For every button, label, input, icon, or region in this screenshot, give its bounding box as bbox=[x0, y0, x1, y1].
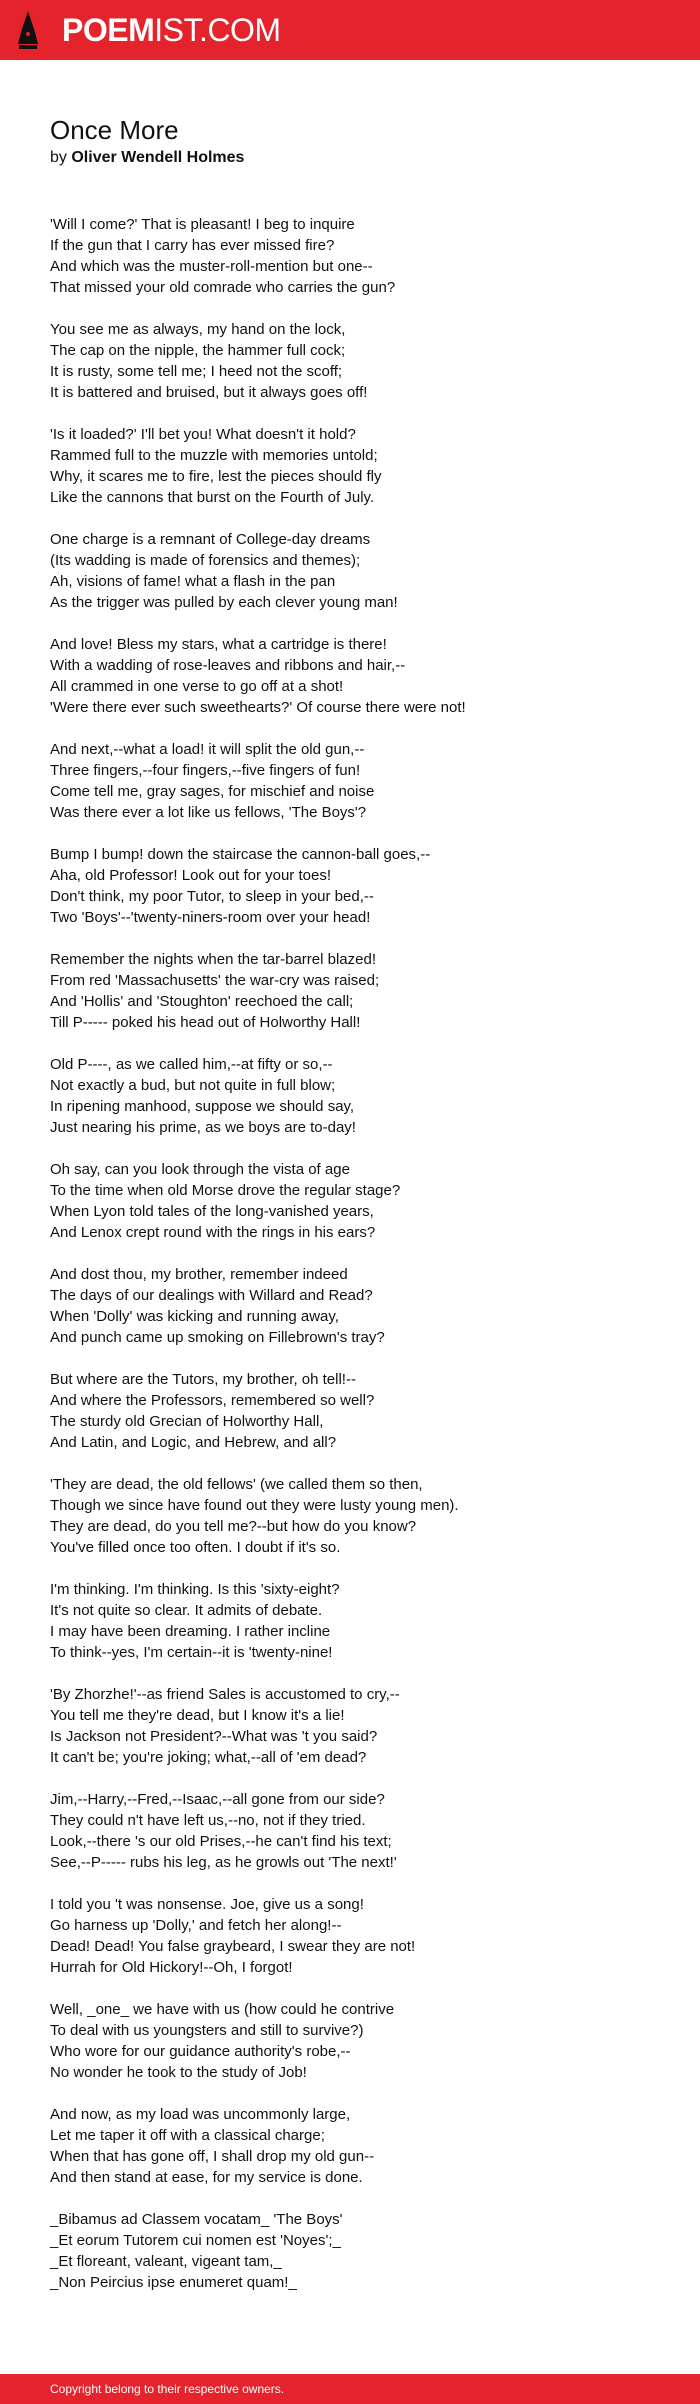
logo-light-text: IST.COM bbox=[154, 12, 281, 48]
poem-line: To the time when old Morse drove the regular stage? bbox=[50, 1182, 401, 1199]
poem-line: Jim,--Harry,--Fred,--Isaac,--all gone from our side? bbox=[50, 1791, 385, 1808]
poem-line: They could n't have left us,--no, not if they tried. bbox=[50, 1812, 366, 1829]
poem-line: _Et eorum Tutorem cui nomen est 'Noyes';_ bbox=[50, 2232, 341, 2249]
byline-prefix: by bbox=[50, 149, 67, 166]
poem-line: Don't think, my poor Tutor, to sleep in your bed,-- bbox=[50, 888, 374, 905]
poem-line: It is battered and bruised, but it always goes off! bbox=[50, 384, 368, 401]
poem-stanza bbox=[50, 1264, 670, 1348]
poem-line: When Lyon told tales of the long-vanished years, bbox=[50, 1203, 374, 1220]
poem-line: Come tell me, gray sages, for mischief and noise bbox=[50, 783, 375, 800]
poem-line: Just nearing his prime, as we boys are to-day! bbox=[50, 1119, 356, 1136]
poem-line: I told you 't was nonsense. Joe, give us a song! bbox=[50, 1896, 364, 1913]
poem-line: Well, _one_ we have with us (how could he contrive bbox=[50, 2001, 395, 2018]
poem-line: _Et floreant, valeant, vigeant tam,_ bbox=[50, 2253, 282, 2270]
poem-line: And then stand at ease, for my service is done. bbox=[50, 2169, 363, 2186]
poem-stanza bbox=[50, 1684, 670, 1768]
poem-line: Let me taper it off with a classical charge; bbox=[50, 2127, 325, 2144]
poem-line: And love! Bless my stars, what a cartridge is there! bbox=[50, 636, 387, 653]
poem-stanza bbox=[50, 319, 670, 403]
poem-line: 'Is it loaded?' I'll bet you! What doesn't it hold? bbox=[50, 426, 356, 443]
poem-line: When that has gone off, I shall drop my old gun-- bbox=[50, 2148, 375, 2165]
poem-line: 'Will I come?' That is pleasant! I beg to inquire bbox=[50, 216, 355, 233]
poem-line: Bump I bump! down the staircase the cannon-ball goes,-- bbox=[50, 846, 431, 863]
poem-line: The cap on the nipple, the hammer full cock; bbox=[50, 342, 346, 359]
poem-stanza bbox=[50, 1054, 670, 1138]
poem-stanza bbox=[50, 1579, 670, 1663]
poem-line: To deal with us youngsters and still to survive?) bbox=[50, 2022, 364, 2039]
poem-line: 'They are dead, the old fellows' (we called them so then, bbox=[50, 1476, 423, 1493]
poem-line: Like the cannons that burst on the Fourth of July. bbox=[50, 489, 375, 506]
poem-line: From red 'Massachusetts' the war-cry was raised; bbox=[50, 972, 380, 989]
poem-stanza bbox=[50, 529, 670, 613]
poem-line: As the trigger was pulled by each clever young man! bbox=[50, 594, 398, 611]
poem-line: Rammed full to the muzzle with memories untold; bbox=[50, 447, 378, 464]
poem-stanza bbox=[50, 214, 670, 298]
poem-line: And Latin, and Logic, and Hebrew, and all? bbox=[50, 1434, 337, 1451]
poem-stanza bbox=[50, 634, 670, 718]
poem-line: But where are the Tutors, my brother, oh tell!-- bbox=[50, 1371, 356, 1388]
poem-line: It is rusty, some tell me; I heed not the scoff; bbox=[50, 363, 343, 380]
poem-line: In ripening manhood, suppose we should say, bbox=[50, 1098, 355, 1115]
poem-line: And which was the muster-roll-mention but one-- bbox=[50, 258, 373, 275]
poem-body bbox=[50, 214, 670, 2314]
poem-line: I'm thinking. I'm thinking. Is this 'sixty-eight? bbox=[50, 1581, 340, 1598]
footer-copyright: Copyright belong to their respective owners. bbox=[50, 2382, 285, 2396]
poem-line: And dost thou, my brother, remember indeed bbox=[50, 1266, 348, 1283]
poem-line: Is Jackson not President?--What was 't you said? bbox=[50, 1728, 378, 1745]
poem-line: Ah, visions of fame! what a flash in the pan bbox=[50, 573, 336, 590]
poem-line: Aha, old Professor! Look out for your toes! bbox=[50, 867, 331, 884]
poem-line: With a wadding of rose-leaves and ribbons and hair,-- bbox=[50, 657, 406, 674]
poem-byline bbox=[50, 148, 244, 168]
poem-stanza bbox=[50, 1894, 670, 1978]
poem-line: Though we since have found out they were lusty young men). bbox=[50, 1497, 459, 1514]
poem-line: And punch came up smoking on Fillebrown's tray? bbox=[50, 1329, 385, 1346]
poem-line: And next,--what a load! it will split the old gun,-- bbox=[50, 741, 365, 758]
poem-line: And now, as my load was uncommonly large, bbox=[50, 2106, 351, 2123]
poem-stanza bbox=[50, 739, 670, 823]
poem-line: Three fingers,--four fingers,--five fingers of fun! bbox=[50, 762, 361, 779]
poem-line: Not exactly a bud, but not quite in full blow; bbox=[50, 1077, 336, 1094]
poem-line: I may have been dreaming. I rather incline bbox=[50, 1623, 331, 1640]
poem-line: The sturdy old Grecian of Holworthy Hall, bbox=[50, 1413, 324, 1430]
poem-stanza bbox=[50, 424, 670, 508]
poem-line: Oh say, can you look through the vista of age bbox=[50, 1161, 350, 1178]
poem-line: 'By Zhorzhe!'--as friend Sales is accustomed to cry,-- bbox=[50, 1686, 400, 1703]
site-logo[interactable] bbox=[62, 13, 281, 47]
poem-line: Who wore for our guidance authority's robe,-- bbox=[50, 2043, 351, 2060]
poem-stanza bbox=[50, 1159, 670, 1243]
poem-line: It can't be; you're joking; what,--all of 'em dead? bbox=[50, 1749, 367, 1766]
poem-stanza bbox=[50, 1474, 670, 1558]
poem-line: Look,--there 's our old Prises,--he can't find his text; bbox=[50, 1833, 392, 1850]
poem-line: And Lenox crept round with the rings in his ears? bbox=[50, 1224, 376, 1241]
poem-stanza bbox=[50, 949, 670, 1033]
poem-line: Why, it scares me to fire, lest the pieces should fly bbox=[50, 468, 382, 485]
poem-line: When 'Dolly' was kicking and running away, bbox=[50, 1308, 339, 1325]
poem-line: And where the Professors, remembered so well? bbox=[50, 1392, 375, 1409]
poem-line: And 'Hollis' and 'Stoughton' reechoed the call; bbox=[50, 993, 354, 1010]
poem-line: _Non Peircius ipse enumeret quam!_ bbox=[50, 2274, 297, 2291]
poem-line: That missed your old comrade who carries the gun? bbox=[50, 279, 396, 296]
poem-line: _Bibamus ad Classem vocatam_ 'The Boys' bbox=[50, 2211, 343, 2228]
poem-line: You see me as always, my hand on the lock, bbox=[50, 321, 346, 338]
poem-line: Two 'Boys'--'twenty-niners-room over your head! bbox=[50, 909, 371, 926]
poem-line: Remember the nights when the tar-barrel blazed! bbox=[50, 951, 377, 968]
poem-line: You tell me they're dead, but I know it's a lie! bbox=[50, 1707, 345, 1724]
site-footer bbox=[0, 2374, 700, 2404]
poem-line: 'Were there ever such sweethearts?' Of course there were not! bbox=[50, 699, 466, 716]
poem-line: All crammed in one verse to go off at a shot! bbox=[50, 678, 344, 695]
poem-line: Hurrah for Old Hickory!--Oh, I forgot! bbox=[50, 1959, 293, 1976]
poem-line: See,--P----- rubs his leg, as he growls out 'The next!' bbox=[50, 1854, 397, 1871]
poem-line: Old P----, as we called him,--at fifty or so,-- bbox=[50, 1056, 333, 1073]
poem-line: One charge is a remnant of College-day dreams bbox=[50, 531, 371, 548]
poem-line: If the gun that I carry has ever missed fire? bbox=[50, 237, 335, 254]
poem-line: Dead! Dead! You false graybeard, I swear they are not! bbox=[50, 1938, 416, 1955]
poem-line: They are dead, do you tell me?--but how do you know? bbox=[50, 1518, 417, 1535]
site-header bbox=[0, 0, 700, 60]
poem-stanza bbox=[50, 1999, 670, 2083]
poem-line: It's not quite so clear. It admits of debate. bbox=[50, 1602, 323, 1619]
poem-line: Till P----- poked his head out of Holworthy Hall! bbox=[50, 1014, 361, 1031]
poem-stanza bbox=[50, 2209, 670, 2293]
logo-bold-text: POEM bbox=[62, 12, 155, 48]
poem-line: Go harness up 'Dolly,' and fetch her along!-- bbox=[50, 1917, 342, 1934]
poem-stanza bbox=[50, 2104, 670, 2188]
poem-author[interactable]: Oliver Wendell Holmes bbox=[71, 149, 245, 166]
poem-stanza bbox=[50, 1369, 670, 1453]
poem-line: Was there ever a lot like us fellows, 'The Boys'? bbox=[50, 804, 367, 821]
poem-stanza bbox=[50, 1789, 670, 1873]
poem-line: The days of our dealings with Willard and Read? bbox=[50, 1287, 373, 1304]
poem-line: To think--yes, I'm certain--it is 'twenty-nine! bbox=[50, 1644, 333, 1661]
poem-line: No wonder he took to the study of Job! bbox=[50, 2064, 307, 2081]
poem-line: (Its wadding is made of forensics and themes); bbox=[50, 552, 361, 569]
poem-title: Once More bbox=[50, 115, 179, 145]
pen-nib-icon[interactable] bbox=[17, 10, 39, 50]
poem-stanza bbox=[50, 844, 670, 928]
poem-line: You've filled once too often. I doubt if it's so. bbox=[50, 1539, 341, 1556]
